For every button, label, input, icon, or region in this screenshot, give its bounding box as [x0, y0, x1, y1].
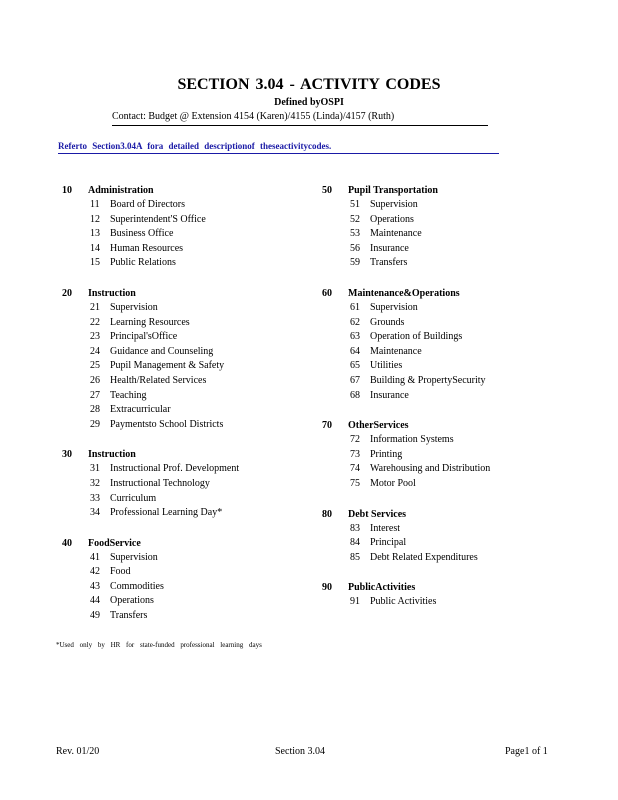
activity-code: 41 [90, 551, 100, 563]
activity-label: Utilities [370, 360, 403, 372]
activity-code: 21 [90, 301, 100, 313]
group-code: 40 [62, 537, 72, 549]
activity-label: Commodities [110, 580, 164, 592]
activity-label: Building & PropertySecurity [370, 374, 486, 386]
activity-group-header [322, 287, 582, 301]
reference-link[interactable]: Referto Section3.04A fora detailed descriptionof theseactivitycodes. [58, 141, 332, 151]
activity-label: Teaching [110, 389, 147, 401]
activity-item [62, 551, 302, 566]
activity-code: 64 [350, 345, 360, 357]
activity-label: Business Office [110, 228, 174, 240]
activity-item [62, 256, 302, 271]
activity-item [322, 433, 582, 448]
activity-code: 49 [90, 610, 100, 622]
group-title: Administration [88, 185, 154, 196]
activity-item [322, 595, 582, 610]
activity-code: 83 [350, 522, 360, 534]
activity-label: Human Resources [110, 242, 184, 254]
group-code: 50 [322, 185, 332, 196]
activity-label: Principal'sOffice [110, 331, 178, 343]
activity-label: Public Relations [110, 257, 176, 269]
reference-underline [58, 153, 499, 154]
activity-code: 34 [90, 507, 100, 519]
activity-label: Insurance [370, 389, 409, 401]
activity-label: Principal [370, 537, 407, 549]
activity-code: 28 [90, 404, 100, 416]
activity-label: Professional Learning Day* [110, 507, 223, 519]
activity-label: Guidance and Counseling [110, 345, 214, 357]
activity-item [322, 536, 582, 551]
footer-section: Section 3.04 [275, 746, 325, 757]
group-code: 60 [322, 287, 332, 299]
contact-line: Contact: Budget @ Extension 4154 (Karen)/4155 (Linda)/4157 (Ruth) [112, 111, 395, 122]
group-code: 90 [322, 582, 332, 594]
activity-code: 11 [90, 199, 100, 210]
activity-group [62, 537, 302, 624]
footnote: *Used only by HR for state-funded professional learning days [56, 641, 262, 649]
activity-item [322, 448, 582, 463]
activity-group-header [62, 287, 302, 301]
activity-label: Operations [370, 213, 414, 225]
activity-item [62, 477, 302, 492]
activity-item [62, 580, 302, 595]
activity-item [62, 594, 302, 609]
activity-item [62, 345, 302, 360]
activity-label: Health/Related Services [110, 374, 207, 386]
group-code: 10 [62, 185, 72, 196]
activity-code: 56 [350, 242, 360, 254]
activity-group [322, 419, 582, 491]
activity-label: Extracurricular [110, 404, 171, 416]
activity-code: 14 [90, 242, 100, 254]
activity-code: 22 [90, 316, 100, 328]
group-title: Instruction [88, 449, 136, 461]
activity-code: 65 [350, 360, 360, 372]
activity-code: 63 [350, 331, 360, 343]
activity-label: Supervision [370, 301, 418, 313]
activity-item [62, 403, 302, 418]
contact-underline [112, 125, 488, 126]
activity-label: Transfers [370, 257, 408, 269]
activity-code: 33 [90, 492, 100, 504]
activity-item [62, 462, 302, 477]
activity-item [322, 316, 582, 331]
activity-item [322, 345, 582, 360]
right-column [322, 184, 582, 626]
activity-code: 53 [350, 228, 360, 240]
activity-item [322, 477, 582, 492]
group-code: 70 [322, 420, 332, 432]
page-title: SECTION 3.04 - ACTIVITY CODES [177, 76, 441, 93]
activity-code: 62 [350, 316, 360, 328]
footer-page-number: Page1 of 1 [505, 746, 548, 757]
activity-code: 59 [350, 257, 360, 269]
activity-label: Supervision [110, 551, 158, 563]
activity-label: Operations [110, 595, 154, 607]
activity-label: Learning Resources [110, 316, 190, 328]
activity-item [62, 359, 302, 374]
activity-code: 44 [90, 595, 100, 607]
activity-group [322, 287, 582, 403]
activity-item [322, 256, 582, 271]
activity-item [322, 242, 582, 257]
activity-code: 24 [90, 345, 100, 357]
activity-code: 72 [350, 434, 360, 446]
footer-revision: Rev. 01/20 [56, 746, 100, 757]
activity-code: 25 [90, 360, 100, 372]
activity-label: Operation of Buildings [370, 331, 463, 343]
activity-code: 91 [350, 596, 360, 608]
activity-label: Instructional Prof. Development [110, 463, 240, 475]
activity-group-header [62, 537, 302, 551]
activity-group [322, 184, 582, 271]
activity-label: Instructional Technology [110, 477, 210, 489]
activity-item [62, 506, 302, 521]
activity-item [322, 198, 582, 213]
activity-label: Food [110, 566, 131, 578]
activity-group [62, 287, 302, 432]
activity-code: 15 [90, 257, 100, 269]
activity-item [62, 418, 302, 433]
activity-item [322, 462, 582, 477]
activity-code: 85 [350, 551, 360, 563]
activity-code: 61 [350, 301, 360, 313]
group-title: FoodService [88, 537, 141, 549]
activity-item [322, 522, 582, 537]
activity-item [62, 301, 302, 316]
activity-item [62, 242, 302, 257]
activity-code: 23 [90, 331, 100, 343]
activity-label: Insurance [370, 242, 409, 254]
activity-item [62, 609, 302, 624]
activity-item [62, 213, 302, 228]
activity-code: 42 [90, 566, 100, 578]
activity-code: 75 [350, 477, 360, 489]
activity-group [62, 184, 302, 271]
activity-label: Board of Directors [110, 199, 185, 210]
activity-item [62, 316, 302, 331]
activity-item [322, 389, 582, 404]
activity-code: 13 [90, 228, 100, 240]
activity-item [322, 359, 582, 374]
activity-label: Debt Related Expenditures [370, 551, 478, 563]
activity-group-header [322, 184, 582, 198]
activity-label: Motor Pool [370, 477, 416, 489]
activity-code: 84 [350, 537, 360, 549]
activity-code: 26 [90, 374, 100, 386]
activity-code: 31 [90, 463, 100, 475]
activity-group-header [322, 419, 582, 433]
activity-label: Public Activities [370, 596, 437, 608]
activity-label: Interest [370, 522, 400, 534]
activity-group-header [322, 581, 582, 595]
activity-code: 32 [90, 477, 100, 489]
group-title: PublicActivities [348, 582, 416, 594]
activity-code: 27 [90, 389, 100, 401]
activity-code: 73 [350, 448, 360, 460]
activity-label: Pupil Management & Safety [110, 360, 225, 372]
activity-label: Superintendent'S Office [110, 213, 206, 225]
activity-item [62, 565, 302, 580]
activity-code: 52 [350, 213, 360, 225]
activity-label: Paymentsto School Districts [110, 418, 224, 430]
activity-label: Maintenance [370, 345, 422, 357]
activity-item [322, 551, 582, 566]
activity-group-header [322, 508, 582, 522]
activity-label: Curriculum [110, 492, 157, 504]
group-code: 20 [62, 287, 72, 299]
activity-item [322, 213, 582, 228]
activity-code: 68 [350, 389, 360, 401]
activity-label: Transfers [110, 610, 148, 622]
group-code: 80 [322, 508, 332, 520]
activity-item [62, 492, 302, 507]
activity-code: 51 [350, 199, 360, 210]
group-title: OtherServices [348, 420, 409, 432]
activity-item [322, 374, 582, 389]
activity-label: Grounds [370, 316, 405, 328]
activity-code: 29 [90, 418, 100, 430]
activity-code: 74 [350, 463, 360, 475]
activity-group [322, 508, 582, 566]
group-code: 30 [62, 449, 72, 461]
activity-label: Warehousing and Distribution [370, 463, 491, 475]
activity-group [322, 581, 582, 610]
activity-code: 12 [90, 213, 100, 225]
group-title: Maintenance&Operations [348, 287, 460, 299]
activity-code: 67 [350, 374, 360, 386]
group-title: Pupil Transportation [348, 185, 438, 196]
activity-label: Maintenance [370, 228, 422, 240]
activity-item [322, 227, 582, 242]
activity-item [62, 198, 302, 213]
activity-label: Printing [370, 448, 403, 460]
activity-code: 43 [90, 580, 100, 592]
activity-item [322, 301, 582, 316]
activity-group [62, 448, 302, 520]
activity-group-header [62, 184, 302, 198]
group-title: Instruction [88, 287, 136, 299]
defined-by: Defined byOSPI [274, 97, 344, 108]
activity-label: Supervision [110, 301, 158, 313]
activity-item [62, 374, 302, 389]
activity-item [62, 227, 302, 242]
activity-label: Information Systems [370, 434, 454, 446]
activity-item [62, 389, 302, 404]
activity-group-header [62, 448, 302, 462]
activity-item [62, 330, 302, 345]
group-title: Debt Services [348, 508, 407, 520]
activity-item [322, 330, 582, 345]
left-column [62, 184, 302, 640]
activity-label: Supervision [370, 199, 418, 210]
